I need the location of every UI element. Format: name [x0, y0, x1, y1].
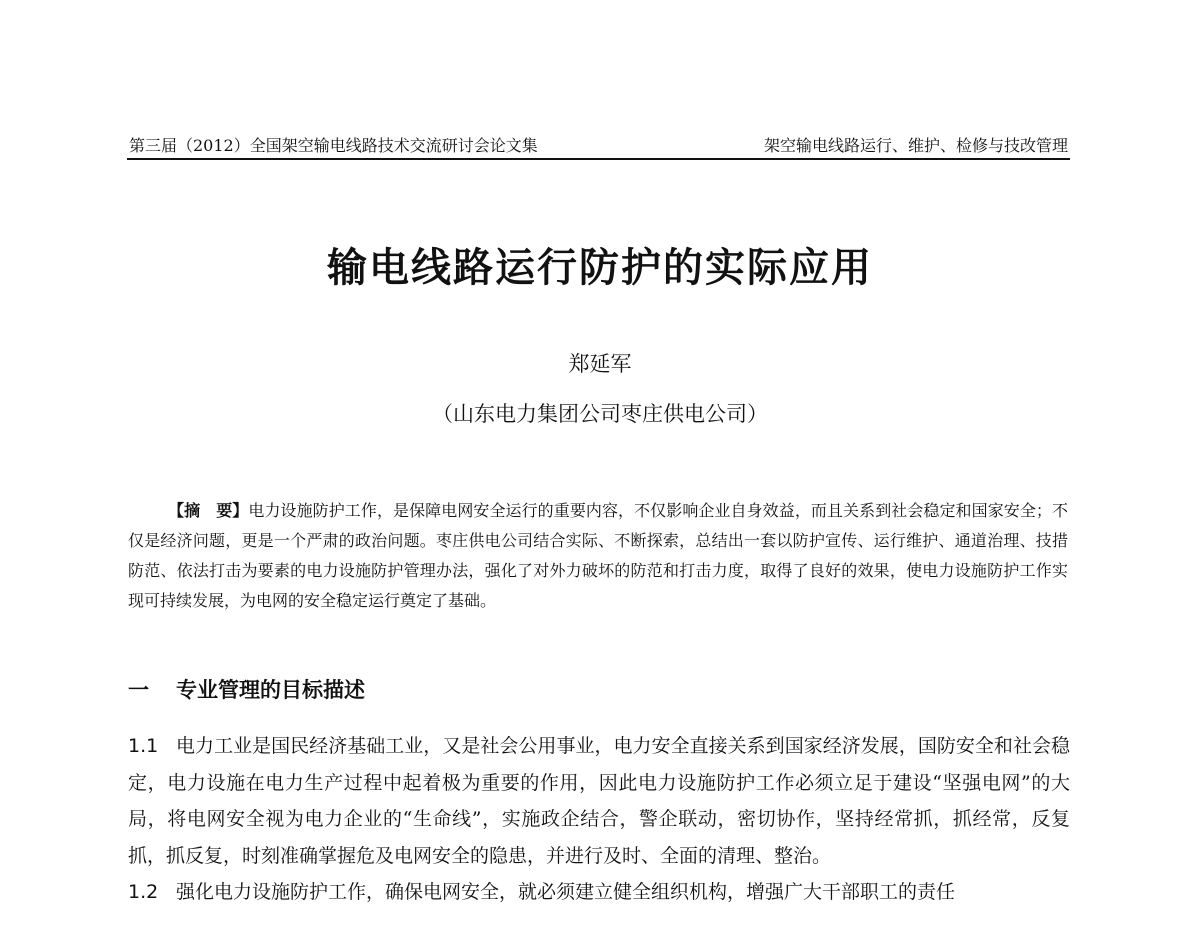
- body-text: [128, 728, 1070, 911]
- paragraph: [128, 874, 1070, 911]
- abstract: [128, 496, 1068, 616]
- header-section-title: 架空输电线路运行、维护、检修与技改管理: [763, 136, 1068, 155]
- running-header: [127, 130, 1070, 160]
- header-proceedings-title: 第三届（2012）全国架空输电线路技术交流研讨会论文集: [129, 136, 538, 155]
- paragraph: [128, 728, 1070, 874]
- paper-title: 输电线路运行防护的实际应用: [327, 245, 873, 291]
- paragraph-number: 1.2: [128, 881, 159, 903]
- author-affiliation: （山东电力集团公司枣庄供电公司）: [432, 402, 768, 426]
- paragraph-text: 电力工业是国民经济基础工业，又是社会公用事业，电力安全直接关系到国家经济发展，国防安全和社会稳定，电力设施在电力生产过程中起着极为重要的作用，因此电力设施防护工作必须立足于建设“坚强电网”的大局，将电网安全视为电力企业的“生命线”，实施政企结合，警企联动，密切协作，坚持经常抓，抓经常，反复抓，抓反复，时刻准确掌握危及电网安全的隐患，并进行及时、全面的清理、整治。: [128, 735, 1070, 867]
- author-name: 郑延军: [568, 352, 632, 376]
- section-number: 一: [128, 678, 149, 702]
- paragraph-text: 强化电力设施防护工作，确保电网安全，就必须建立健全组织机构，增强广大干部职工的责任: [176, 881, 956, 903]
- section-title: 专业管理的目标描述: [176, 678, 365, 702]
- abstract-text: 电力设施防护工作，是保障电网安全运行的重要内容，不仅影响企业自身效益，而且关系到社会稳定和国家安全；不仅是经济问题，更是一个严肃的政治问题。枣庄供电公司结合实际、不断探索，总结出一套以防护宣传、运行维护、通道治理、技措防范、依法打击为要素的电力设施防护管理办法，强化了对外力破坏的防范和打击力度，取得了良好的效果，使电力设施防护工作实现可持续发展，为电网的安全稳定运行奠定了基础。: [128, 501, 1068, 610]
- abstract-label: 【摘 要】: [168, 501, 249, 520]
- paragraph-number: 1.1: [128, 735, 159, 757]
- section-heading: [128, 674, 365, 704]
